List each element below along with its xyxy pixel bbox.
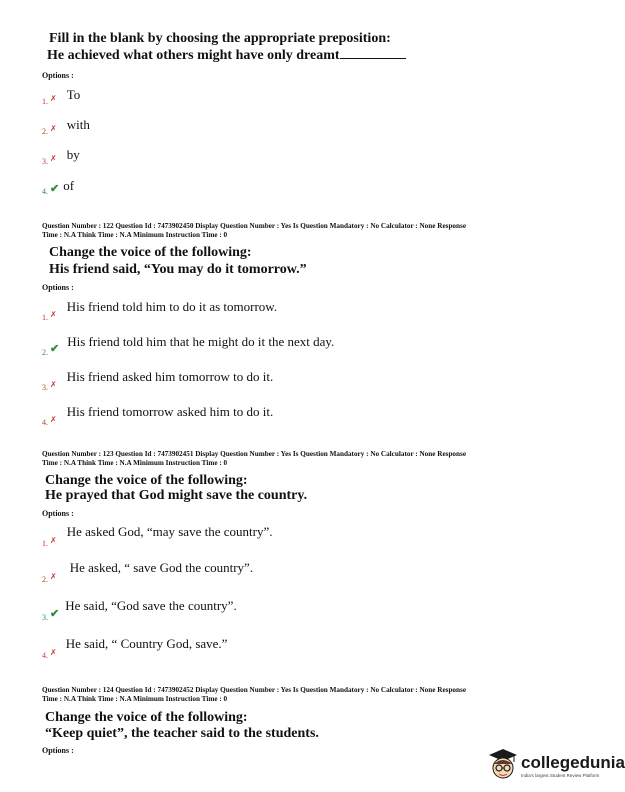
question-122-prompt: Change the voice of the following: [49, 245, 252, 260]
question-121-sentence [47, 46, 406, 64]
option-number: 4. [42, 187, 48, 196]
option-4[interactable] [42, 177, 74, 195]
cross-icon: ✗ [50, 310, 57, 319]
option-3[interactable] [42, 368, 274, 392]
option-text: He said, “God save the country”. [65, 598, 237, 613]
logo-text-block [521, 753, 625, 778]
option-1[interactable] [42, 523, 273, 548]
option-text: His friend told him to do it as tomorrow. [66, 299, 278, 314]
cross-icon: ✗ [50, 648, 57, 657]
cross-icon: ✗ [50, 154, 57, 163]
options-label: Options : [42, 509, 74, 518]
check-icon: ✔ [50, 343, 60, 355]
option-4[interactable] [42, 635, 228, 660]
option-text: of [63, 178, 75, 193]
logo-wordmark: collegedunia [521, 752, 625, 772]
option-text: His friend asked him tomorrow to do it. [66, 369, 274, 384]
question-122-meta [42, 222, 582, 240]
option-1[interactable] [42, 298, 278, 322]
option-2[interactable] [42, 559, 254, 584]
option-text: His friend told him that he might do it the next day. [67, 334, 335, 349]
option-2[interactable] [42, 333, 335, 357]
option-number: 2. [42, 127, 48, 136]
options-label: Options : [42, 283, 74, 292]
cross-icon: ✗ [50, 572, 57, 581]
options-label: Options : [42, 71, 74, 80]
option-number: 3. [42, 383, 48, 392]
option-text: with [66, 117, 90, 132]
cross-icon: ✗ [50, 415, 57, 424]
blank-line [340, 46, 406, 59]
question-121-prompt: Fill in the blank by choosing the appropriate preposition: [49, 31, 391, 46]
option-number: 4. [42, 418, 48, 427]
option-text: He asked, “ save God the country”. [69, 560, 254, 575]
meta-line: Question Number : 124 Question Id : 7473902452 Display Question Number : Yes Is Question Mandatory : No Calculator : None Response [42, 686, 467, 694]
question-123-prompt: Change the voice of the following: [45, 473, 248, 488]
option-text: His friend tomorrow asked him to do it. [66, 404, 274, 419]
meta-line: Time : N.A Think Time : N.A Minimum Instruction Time : 0 [42, 459, 228, 467]
check-icon: ✔ [50, 183, 60, 195]
cross-icon: ✗ [50, 124, 57, 133]
logo-tagline: India's largest Student Review Platform [521, 772, 600, 778]
option-number: 1. [42, 539, 48, 548]
option-number: 1. [42, 97, 48, 106]
option-number: 1. [42, 313, 48, 322]
option-3[interactable] [42, 597, 237, 622]
option-number: 2. [42, 575, 48, 584]
question-124-sentence: “Keep quiet”, the teacher said to the students. [45, 726, 319, 741]
cross-icon: ✗ [50, 536, 57, 545]
option-number: 4. [42, 651, 48, 660]
cross-icon: ✗ [50, 94, 57, 103]
option-number: 3. [42, 613, 48, 622]
option-text: He asked God, “may save the country”. [66, 524, 273, 539]
option-text: To [66, 87, 81, 102]
collegedunia-logo [488, 748, 625, 780]
option-text: He said, “ Country God, save.” [65, 636, 228, 651]
option-1[interactable] [42, 86, 80, 104]
meta-line: Time : N.A Think Time : N.A Minimum Instruction Time : 0 [42, 695, 228, 703]
question-124-prompt: Change the voice of the following: [45, 710, 248, 725]
meta-line: Time : N.A Think Time : N.A Minimum Instruction Time : 0 [42, 231, 228, 239]
option-4[interactable] [42, 403, 274, 427]
question-124-meta [42, 686, 582, 704]
mascot-icon [488, 748, 518, 780]
meta-line: Question Number : 123 Question Id : 7473902451 Display Question Number : Yes Is Question Mandatory : No Calculator : None Response [42, 450, 467, 458]
question-123-sentence: He prayed that God might save the country. [45, 488, 308, 503]
cross-icon: ✗ [50, 380, 57, 389]
question-122-sentence: His friend said, “You may do it tomorrow.” [49, 262, 307, 277]
options-label: Options : [42, 746, 74, 755]
check-icon: ✔ [50, 608, 60, 620]
option-3[interactable] [42, 146, 80, 164]
meta-line: Question Number : 122 Question Id : 7473902450 Display Question Number : Yes Is Question Mandatory : No Calculator : None Response [42, 222, 467, 230]
option-text: by [66, 147, 80, 162]
question-121-sentence-text: He achieved what others might have only dreamt [47, 48, 340, 63]
option-number: 2. [42, 348, 48, 357]
option-number: 3. [42, 157, 48, 166]
option-2[interactable] [42, 116, 90, 134]
question-123-meta [42, 450, 582, 468]
